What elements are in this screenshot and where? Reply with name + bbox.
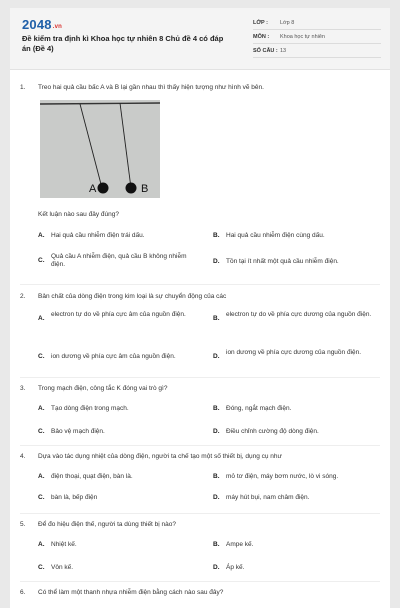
- question-number: 1.: [20, 84, 26, 91]
- divider: [20, 513, 380, 514]
- document-header: [10, 8, 390, 70]
- divider: [20, 445, 380, 446]
- meta-row-subject: [253, 30, 381, 44]
- question-text: Để đo hiệu điện thế, người ta dùng thiết bị nào?: [38, 521, 176, 528]
- document-meta: [253, 16, 381, 58]
- question-text: Treo hai quả cầu bấc A và B lại gần nhau thì thấy hiện tượng như hình vẽ bên.: [38, 84, 264, 91]
- question-number: 2.: [20, 293, 26, 300]
- document-title: Đề kiểm tra định kì Khoa học tự nhiên 8 Chủ đề 4 có đáp án (Đề 4): [22, 34, 224, 53]
- ball-a: [98, 183, 109, 194]
- question-number: 4.: [20, 453, 26, 460]
- question-prompt: Kết luận nào sau đây đúng?: [38, 211, 119, 218]
- question-3: [10, 383, 390, 395]
- meta-row-class: [253, 16, 381, 30]
- divider: [20, 284, 380, 285]
- label-b: B: [141, 183, 149, 195]
- meta-value: 13: [280, 47, 287, 54]
- question-6: [10, 587, 390, 599]
- meta-key: SỐ CÂU :: [253, 47, 278, 54]
- meta-row-count: [253, 44, 381, 58]
- meta-key: MÔN :: [253, 33, 270, 40]
- question-text: Trong mạch điện, công tắc K đóng vai trò gì?: [38, 385, 168, 392]
- question-number: 6.: [20, 589, 26, 596]
- document-page: 2048.vn Đề kiểm tra định kì Khoa học tự nhiên 8 Chủ đề 4 có đáp án (Đề 4) LỚP : Lớp 8 MÔN : Khoa học tự nhiên SỐ CÂU : 13 1. Treo hai quả cầu bấc A và B lại gần nhau thì thấy hiện tượng như hình vẽ bên. A B Kết luận nào sau đây đúng? A. Hai quả cầu nhiễm điện trái dấu. B. Hai quả cầu nhiễm điện cùng dấu. C. Quả cầu A nhiễm điện, quả cầu B không nhiễm điện. D. Tồn tại ít nhất một quả cầu nhiễm điện. 2. Bản chất của dòng điện trong kim loại là sự chuyển động của các A. electron tự do về phía cực âm của nguồn điện. B. electron tự do về phía cực dương của nguồn điện. C. ion dương về phía cực âm của nguồn điện. D. ion dương về phía cực dương của nguồn điện. 3. Trong mạch điện, công tắc K đóng vai trò gì? A. Tạo dòng điện trong mạch. B. Đóng, ngắt mạch điện. C. Bảo vệ mạch điện. D. Điều chỉnh cường độ dòng điện. 4. Dựa vào tác dụng nhiệt của dòng điện, người ta chế tạo một số thiết bị, dụng cụ như A. điện thoại, quạt điện, bàn là. B. mỏ tơ điện, máy bơm nước, lò vi sóng. C. bàn là, bếp điện D. máy hút bụi, nam châm điện. 5. Để đo hiệu điện thế, người ta dùng thiết bị nào? A. Nhiệt kế. B. Ampe kế. C. Vôn kế. D. Áp kế. 6. Có thể làm một thanh nhựa nhiễm điện bằng cách nào sau đây?: [10, 8, 390, 608]
- question-number: 3.: [20, 385, 26, 392]
- label-a: A: [89, 183, 97, 195]
- question-text: Có thể làm một thanh nhựa nhiễm điện bằng cách nào sau đây?: [38, 589, 224, 596]
- ball-b: [126, 183, 137, 194]
- pith-balls-illustration: [40, 100, 160, 198]
- pith-balls-figure: [40, 100, 160, 198]
- question-number: 5.: [20, 521, 26, 528]
- question-text: Dựa vào tác dụng nhiệt của dòng điện, người ta chế tạo một số thiết bị, dụng cụ như: [38, 453, 282, 460]
- meta-key: LỚP :: [253, 19, 268, 26]
- question-1: [10, 82, 390, 94]
- divider: [20, 377, 380, 378]
- question-4: [10, 451, 390, 463]
- meta-value: Khoa học tự nhiên: [280, 33, 325, 40]
- meta-value: Lớp 8: [280, 19, 295, 26]
- question-5: [10, 519, 390, 531]
- question-text: Bản chất của dòng điện trong kim loại là sự chuyển động của các: [38, 293, 227, 300]
- question-2: [10, 291, 390, 303]
- site-logo[interactable]: 2048.vn: [22, 17, 63, 32]
- divider: [20, 581, 380, 582]
